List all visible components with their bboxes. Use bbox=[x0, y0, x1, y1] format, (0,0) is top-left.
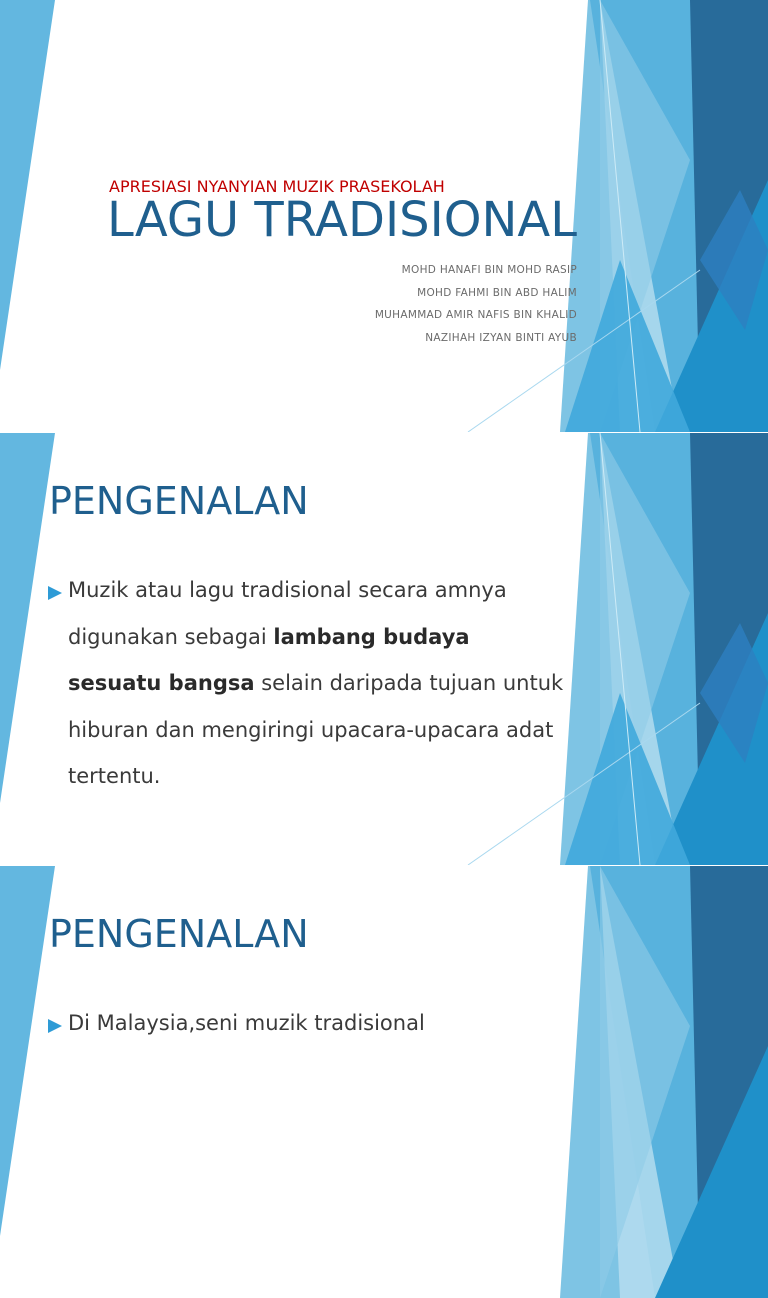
bullet-text-bold: lambang budaya sesuatu bangsa bbox=[68, 624, 470, 695]
author-name: NAZIHAH IZYAN BINTI AYUB bbox=[425, 331, 577, 344]
bullet-text bbox=[68, 567, 568, 800]
author-name: MOHD FAHMI BIN ABD HALIM bbox=[417, 286, 577, 299]
title-slide bbox=[0, 0, 768, 432]
slide-title: PENGENALAN bbox=[49, 912, 309, 956]
bullet-item bbox=[48, 1011, 568, 1047]
author-name: MOHD HANAFI BIN MOHD RASIP bbox=[401, 264, 577, 276]
slide-title: PENGENALAN bbox=[49, 479, 309, 523]
intro-slide-2 bbox=[0, 866, 768, 1298]
right-triangle-bullet-icon bbox=[48, 1019, 62, 1033]
bullet-text-part: selain daripada tujuan untuk hiburan dan mengiringi upacara-upacara adat tertentu. bbox=[68, 671, 564, 788]
bullet-text: Di Malaysia,seni muzik tradisional bbox=[68, 1011, 425, 1035]
slide-subtitle: APRESIASI NYANYIAN MUZIK PRASEKOLAH bbox=[109, 177, 445, 196]
right-triangle-bullet-icon bbox=[48, 586, 62, 600]
author-name: MUHAMMAD AMIR NAFIS BIN KHALID bbox=[374, 309, 577, 322]
bullet-item bbox=[48, 578, 568, 800]
author-list bbox=[375, 259, 577, 349]
intro-slide bbox=[0, 433, 768, 865]
slide-title: LAGU TRADISIONAL bbox=[107, 192, 577, 248]
bullet-text-part: Muzik atau lagu tradisional secara amnya digunakan sebagai bbox=[68, 578, 507, 649]
